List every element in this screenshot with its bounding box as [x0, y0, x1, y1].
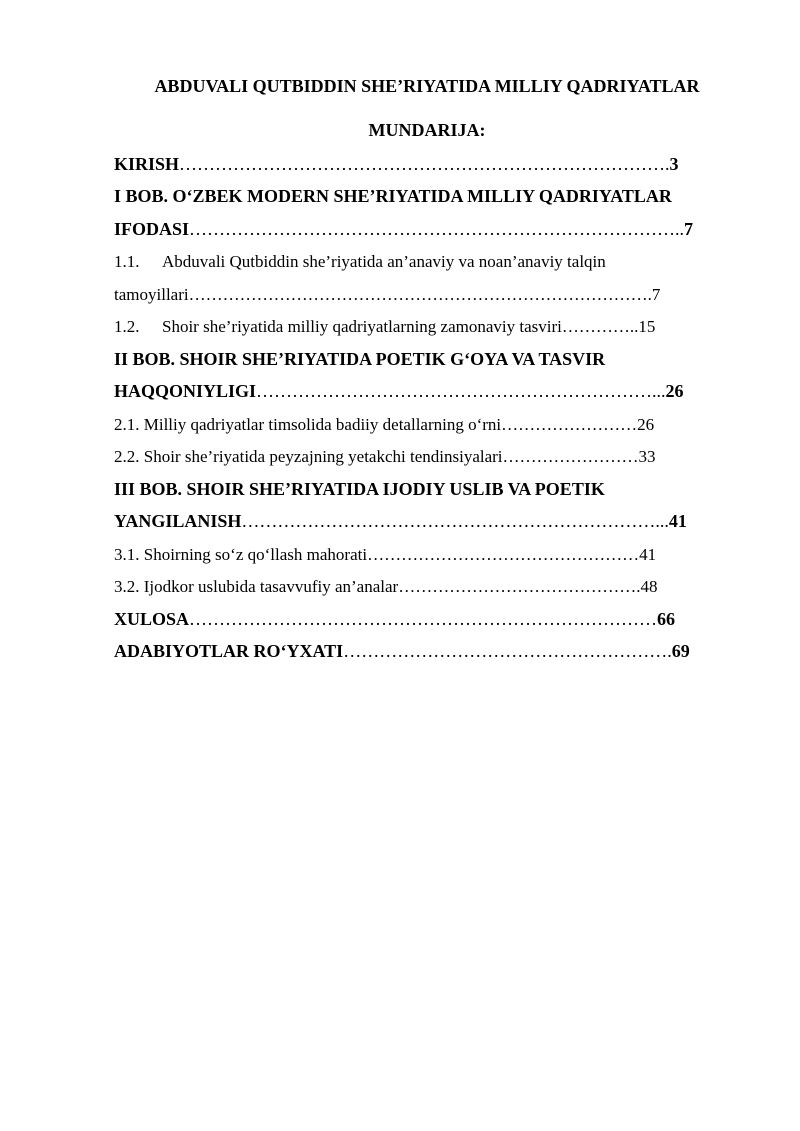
toc-entry-chapter-2: [114, 382, 684, 400]
toc-page-number: 69: [671, 641, 690, 661]
toc-entry-label: ADABIYOTLAR RO‘YXATI: [114, 641, 344, 661]
toc-entry-chapter-1: [114, 220, 693, 238]
toc-page-number: 66: [657, 609, 676, 629]
toc-leader: ……………………………………………………………………….: [188, 285, 652, 304]
toc-entry-label: KIRISH: [114, 154, 180, 174]
toc-page-number: 41: [668, 511, 687, 531]
toc-page-number: 33: [638, 447, 656, 466]
toc-heading: MUNDARIJA:: [368, 120, 486, 140]
toc-entry-label: YANGILANISH: [114, 511, 242, 531]
toc-entry-chapter-3: [114, 512, 687, 530]
toc-page-number: 15: [638, 317, 656, 336]
toc-entry-label: IFODASI: [114, 219, 190, 239]
toc-entry-2-1: [114, 416, 654, 433]
toc-page-number: 3: [669, 154, 679, 174]
toc-entry-2-2: [114, 448, 656, 465]
toc-leader: ……………………: [502, 447, 639, 466]
toc-entry-kirish: [114, 155, 679, 173]
toc-page-number: 7: [684, 219, 694, 239]
toc-section-number: 1.1.: [114, 252, 140, 271]
toc-entry-label: HAQQONIYLIGI: [114, 381, 257, 401]
toc-leader: ……………………………………………………………...: [241, 511, 669, 531]
toc-leader: ………………………………………………………………………..: [189, 219, 685, 239]
toc-leader: ……………………………………………….: [343, 641, 672, 661]
toc-entry-label: 3.2. Ijodkor uslubida tasavvufiy an’analar: [114, 577, 399, 596]
toc-page-number: 26: [637, 415, 655, 434]
toc-leader: ……………………: [501, 415, 638, 434]
toc-entry-label: Abduvali Qutbiddin she’riyatida an’anaviy va noan’anaviy talqin: [162, 252, 606, 271]
toc-leader: ……………………………………………………………………….: [179, 154, 670, 174]
toc-entry-3-2: [114, 578, 657, 595]
toc-entry-adabiyotlar: [114, 642, 690, 660]
toc-entry-3-1: [114, 546, 656, 563]
toc-leader: …………..: [561, 317, 639, 336]
toc-leader: …………………………………………………………...: [256, 381, 666, 401]
toc-leader: …………………………………….: [398, 577, 641, 596]
toc-entry-1-2: [114, 318, 655, 335]
toc-entry-label: 2.2. Shoir she’riyatida peyzajning yetakchi tendinsiyalari: [114, 447, 503, 466]
toc-chapter-1-title: I BOB. O‘ZBEK MODERN SHE’RIYATIDA MILLIY QADRIYATLAR: [114, 186, 672, 206]
toc-chapter-2-title: II BOB. SHOIR SHE’RIYATIDA POETIK G‘OYA VA TASVIR: [114, 349, 606, 369]
toc-page-number: 26: [665, 381, 684, 401]
toc-entry-xulosa: [114, 610, 675, 628]
toc-entry-1-1-line2: [114, 286, 660, 303]
toc-entry-label: 2.1. Milliy qadriyatlar timsolida badiiy detallarning o‘rni: [114, 415, 502, 434]
toc-page-number: 48: [640, 577, 658, 596]
toc-entry-label: XULOSA: [114, 609, 190, 629]
document-title: ABDUVALI QUTBIDDIN SHE’RIYATIDA MILLIY QADRIYATLAR: [154, 76, 700, 96]
toc-entry-label: tamoyillari: [114, 285, 189, 304]
toc-section-number: 1.2.: [114, 317, 140, 336]
toc-entry-1-1-line1: [114, 253, 606, 270]
toc-page-number: 7: [651, 285, 661, 304]
toc-chapter-3-title: III BOB. SHOIR SHE’RIYATIDA IJODIY USLIB VA POETIK: [114, 479, 605, 499]
toc-entry-label: Shoir she’riyatida milliy qadriyatlarning zamonaviy tasviri: [162, 317, 562, 336]
toc-leader: …………………………………………: [367, 545, 640, 564]
toc-page-number: 41: [639, 545, 657, 564]
toc-entry-label: 3.1. Shoirning so‘z qo‘llash mahorati: [114, 545, 368, 564]
toc-leader: ……………………………………………………………………: [189, 609, 658, 629]
